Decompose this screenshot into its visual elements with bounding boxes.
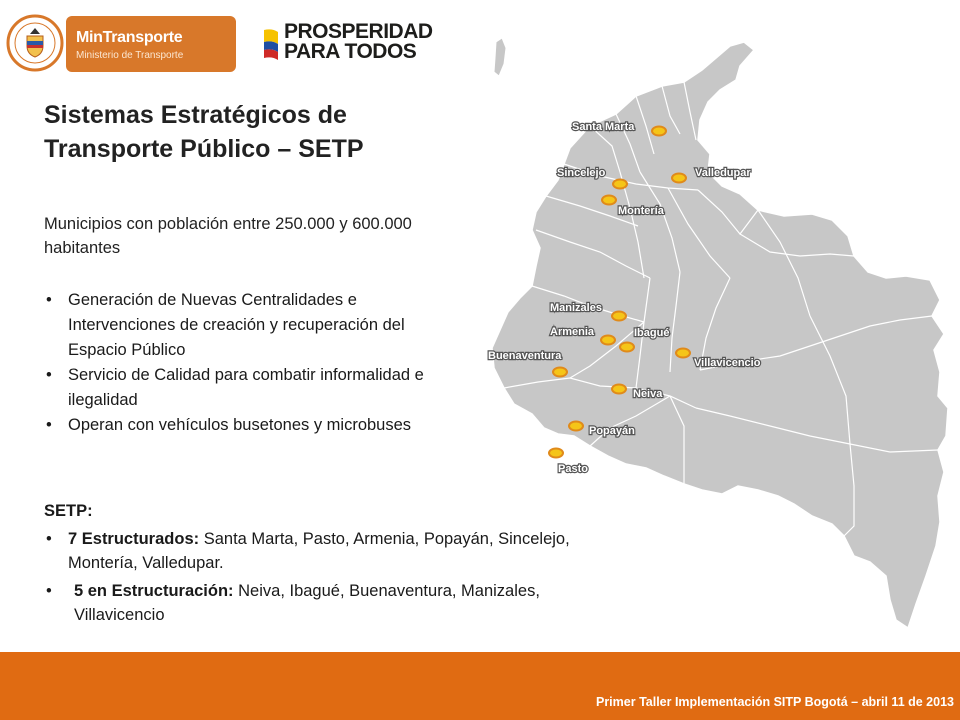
mintransporte-sub: Ministerio de Transporte bbox=[76, 50, 184, 61]
intro-text: Municipios con población entre 250.000 y 600.000 habitantes bbox=[44, 215, 412, 257]
label-neiva: Neiva bbox=[633, 388, 663, 400]
list-item: • Operan con vehículos busetones y microbuses bbox=[44, 413, 444, 438]
mintransporte-name: MinTransporte bbox=[76, 29, 183, 46]
list-item: • Generación de Nuevas Centralidades e Intervenciones de creación y recuperación del Espacio Público bbox=[44, 288, 444, 363]
prosperidad-line2: PARA TODOS bbox=[284, 40, 417, 63]
marker-santa-marta bbox=[652, 127, 666, 136]
setp-item-label: 5 en Estructuración: bbox=[74, 582, 234, 600]
list-item: • Servicio de Calidad para combatir informalidad e ilegalidad bbox=[44, 363, 444, 413]
setp-heading: SETP: bbox=[44, 502, 93, 520]
marker-ibague bbox=[620, 343, 634, 352]
label-buenaventura: Buenaventura bbox=[488, 350, 562, 362]
island-san-andres bbox=[494, 38, 506, 76]
colombia-map bbox=[440, 16, 960, 646]
label-popayan: Popayán bbox=[589, 425, 635, 437]
label-monteria: Montería bbox=[618, 205, 664, 217]
setp-item-text: Santa Marta, Pasto, Armenia, Popayán, Sincelejo, Montería, Valledupar. bbox=[68, 530, 570, 572]
marker-manizales bbox=[612, 312, 626, 321]
marker-neiva bbox=[612, 385, 626, 394]
label-villavicencio: Villavicencio bbox=[694, 357, 761, 369]
label-valledupar: Valledupar bbox=[695, 167, 751, 179]
marker-villavicencio bbox=[676, 349, 690, 358]
prosperidad-logo bbox=[284, 22, 433, 62]
feature-list bbox=[44, 288, 444, 438]
marker-monteria bbox=[602, 196, 616, 205]
marker-armenia bbox=[601, 336, 615, 345]
marker-buenaventura bbox=[553, 368, 567, 377]
marker-pasto bbox=[549, 449, 563, 458]
marker-sincelejo bbox=[613, 180, 627, 189]
title-line2: Transporte Público – SETP bbox=[44, 135, 364, 163]
label-manizales: Manizales bbox=[550, 302, 602, 314]
colombia-flag-icon bbox=[262, 28, 280, 64]
setp-item-text: Neiva, Ibagué, Buenaventura, Manizales, Villavicencio bbox=[74, 582, 540, 624]
marker-valledupar bbox=[672, 174, 686, 183]
label-santa-marta: Santa Marta bbox=[572, 121, 635, 133]
slide-title bbox=[44, 98, 464, 166]
label-armenia: Armenia bbox=[550, 326, 595, 338]
colombia-shield-logo bbox=[6, 14, 64, 72]
label-pasto: Pasto bbox=[558, 463, 588, 475]
label-ibague: Ibagué bbox=[634, 327, 670, 339]
label-sincelejo: Sincelejo bbox=[557, 167, 606, 179]
footer-bar bbox=[0, 652, 960, 720]
title-line1: Sistemas Estratégicos de bbox=[44, 101, 347, 129]
setp-item-label: 7 Estructurados: bbox=[68, 530, 200, 548]
footer-text: Primer Taller Implementación SITP Bogotá – abril 11 de 2013 bbox=[595, 695, 954, 709]
marker-popayan bbox=[569, 422, 583, 431]
mintransporte-logo bbox=[66, 16, 236, 72]
prosperidad-line1: PROSPERIDAD bbox=[284, 20, 433, 43]
